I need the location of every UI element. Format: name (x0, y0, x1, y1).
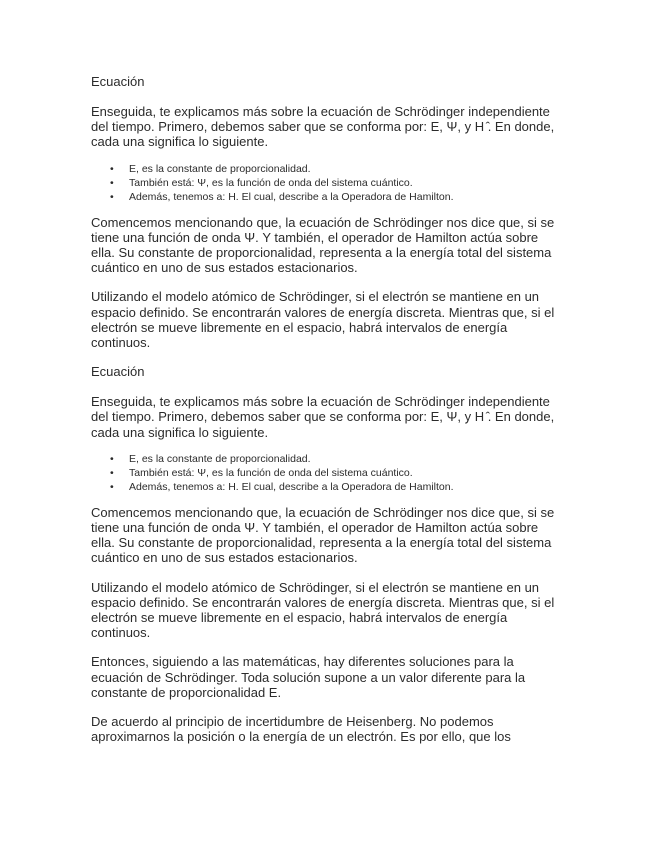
body-paragraph: Comencemos mencionando que, la ecuación de Schrödinger nos dice que, si se tiene una función de onda Ψ. Y también, el operador de Hamilton actúa sobre ella. Su constante de proporcionalidad, representa a la energía total del sistema cuántico en uno de sus estados estacionarios. (91, 504, 555, 566)
bullet-icon: • (110, 452, 114, 465)
bullet-list (91, 162, 561, 204)
section-heading: Ecuación (91, 74, 145, 89)
list-item (91, 176, 561, 190)
bullet-icon: • (110, 190, 114, 203)
bullet-list (91, 452, 561, 494)
section-1 (91, 74, 561, 350)
list-item-text: Además, tenemos a: H. El cual, describe a la Operadora de Hamilton. (129, 190, 454, 203)
bullet-icon: • (110, 466, 114, 479)
list-item-text: Además, tenemos a: H. El cual, describe a la Operadora de Hamilton. (129, 480, 454, 493)
list-item (91, 190, 561, 204)
closing-paragraph: De acuerdo al principio de incertidumbre de Heisenberg. No podemos aproximarnos la posición o la energía de un electrón. Es por ello, que los (91, 714, 511, 745)
list-item (91, 480, 561, 494)
section-2 (91, 364, 561, 640)
list-item-text: E, es la constante de proporcionalidad. (129, 162, 311, 175)
list-item-text: También está: Ψ, es la función de onda del sistema cuántico. (129, 466, 413, 479)
body-paragraph: Utilizando el modelo atómico de Schrödinger, si el electrón se mantiene en un espacio definido. Se encontrarán valores de energía discreta. Mientras que, si el electrón se mueve libremente en el espacio, habrá intervalos de energía continuos. (91, 289, 555, 351)
body-paragraph: Comencemos mencionando que, la ecuación de Schrödinger nos dice que, si se tiene una función de onda Ψ. Y también, el operador de Hamilton actúa sobre ella. Su constante de proporcionalidad, representa a la energía total del sistema cuántico en uno de sus estados estacionarios. (91, 214, 555, 276)
section-heading: Ecuación (91, 364, 145, 380)
list-item-text: E, es la constante de proporcionalidad. (129, 452, 311, 465)
list-item (91, 162, 561, 176)
bullet-icon: • (110, 162, 114, 175)
body-paragraph: Utilizando el modelo atómico de Schrödinger, si el electrón se mantiene en un espacio definido. Se encontrarán valores de energía discreta. Mientras que, si el electrón se mueve libremente en el espacio, habrá intervalos de energía continuos. (91, 579, 555, 641)
list-item (91, 466, 561, 480)
bullet-icon: • (110, 176, 114, 189)
bullet-icon: • (110, 480, 114, 493)
document-page (91, 74, 561, 758)
intro-paragraph: Enseguida, te explicamos más sobre la ecuación de Schrödinger independiente del tiempo. Primero, debemos saber que se conforma por: E, Ψ, y H ̂. En donde, cada una significa lo siguiente. (91, 104, 555, 150)
closing-paragraph: Entonces, siguiendo a las matemáticas, hay diferentes soluciones para la ecuación de Schrödinger. Toda solución supone a un valor diferente para la constante de proporcionalidad E. (91, 654, 526, 700)
list-item (91, 452, 561, 466)
intro-paragraph: Enseguida, te explicamos más sobre la ecuación de Schrödinger independiente del tiempo. Primero, debemos saber que se conforma por: E, Ψ, y H ̂. En donde, cada una significa lo siguiente. (91, 394, 555, 440)
list-item-text: También está: Ψ, es la función de onda del sistema cuántico. (129, 176, 413, 189)
